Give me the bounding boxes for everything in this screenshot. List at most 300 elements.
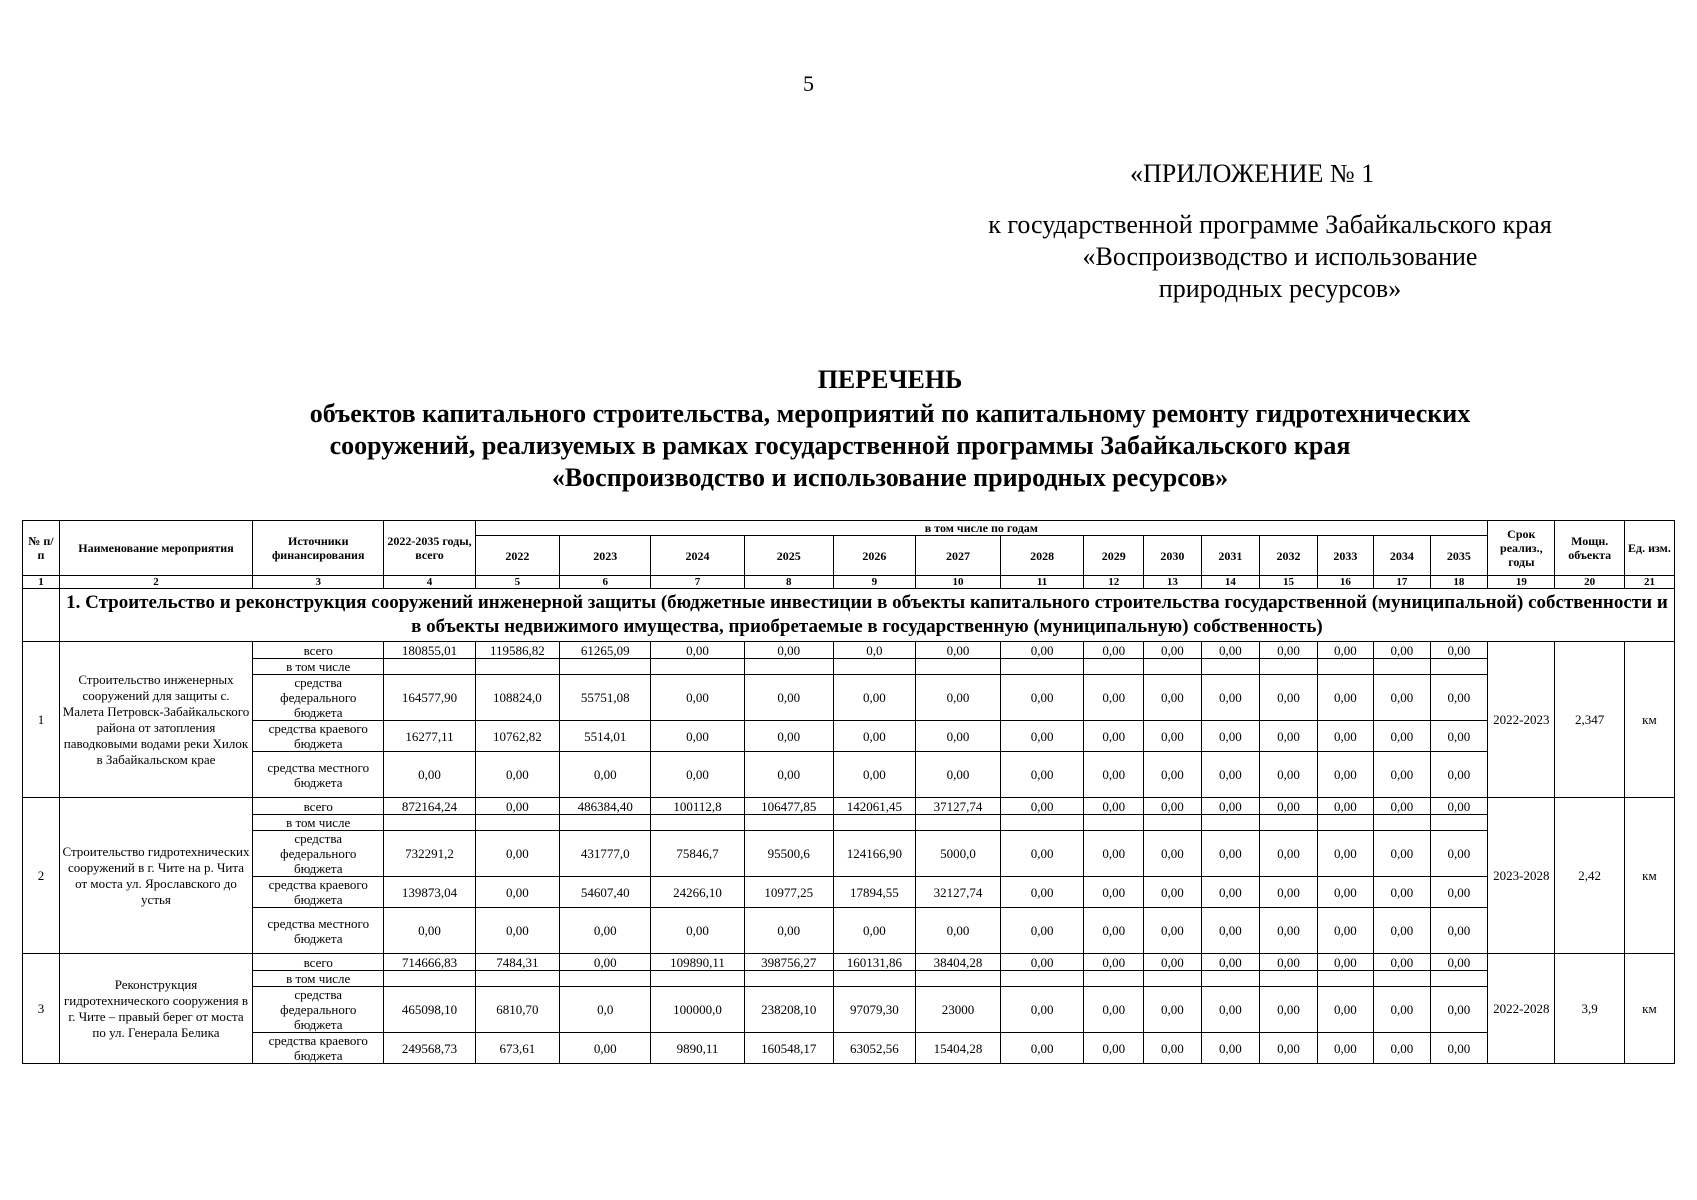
year-value: 0,00 [1374, 1033, 1430, 1064]
year-value: 0,00 [1317, 752, 1373, 798]
year-value: 0,00 [1430, 642, 1488, 659]
project-unit: км [1624, 642, 1674, 798]
year-value: 0,00 [1000, 877, 1084, 908]
year-value: 0,00 [651, 675, 744, 721]
funding-source: в том числе [253, 971, 384, 987]
year-value [1260, 659, 1318, 675]
year-value: 61265,09 [560, 642, 651, 659]
total-value: 0,00 [384, 752, 475, 798]
project-name: Строительство инженерных сооружений для защиты с. Малета Петровск-Забайкальского района от затопления паводковыми водами реки Хилок в Забайкальском крае [59, 642, 252, 798]
table-row [23, 877, 1675, 908]
column-number: 12 [1084, 576, 1144, 589]
year-value: 0,00 [475, 877, 560, 908]
year-value [1430, 971, 1488, 987]
year-value: 0,00 [1374, 721, 1430, 752]
year-value [475, 971, 560, 987]
year-value [560, 659, 651, 675]
year-value: 0,00 [1260, 675, 1318, 721]
year-value: 10977,25 [744, 877, 833, 908]
year-value: 0,00 [1000, 675, 1084, 721]
year-value: 0,00 [1000, 752, 1084, 798]
column-number: 7 [651, 576, 744, 589]
year-value [651, 815, 744, 831]
year-value [1084, 659, 1144, 675]
year-value: 0,00 [651, 642, 744, 659]
year-value: 0,00 [1000, 831, 1084, 877]
year-value: 0,00 [1317, 831, 1373, 877]
header-year: 2032 [1260, 536, 1318, 576]
year-value: 0,00 [1317, 675, 1373, 721]
section-title: 1. Строительство и реконструкция сооружений инженерной защиты (бюджетные инвестиции в объекты капитального строительства государственной (муниципальной) собственности и в объекты недвижимого имущества, приобретаемые в государственную (муниципальную) собственность) [59, 589, 1674, 642]
year-value: 486384,40 [560, 798, 651, 815]
year-value: 0,00 [560, 954, 651, 971]
year-value: 0,00 [1374, 752, 1430, 798]
document-title-line-1: объектов капитального строительства, мероприятий по капитальному ремонту гидротехнических [309, 399, 1471, 428]
header-year: 2035 [1430, 536, 1488, 576]
year-value: 0,00 [1201, 1033, 1260, 1064]
year-value: 431777,0 [560, 831, 651, 877]
year-value: 0,00 [1000, 954, 1084, 971]
year-value: 0,00 [651, 908, 744, 954]
year-value: 0,00 [833, 721, 915, 752]
total-value: 139873,04 [384, 877, 475, 908]
year-value [1201, 971, 1260, 987]
year-value: 0,00 [744, 675, 833, 721]
year-value [1260, 815, 1318, 831]
year-value [916, 659, 1001, 675]
funding-source: в том числе [253, 659, 384, 675]
project-capacity: 2,42 [1555, 798, 1624, 954]
year-value [560, 815, 651, 831]
appendix-line-3: природных ресурсов» [1158, 274, 1402, 303]
year-value: 142061,45 [833, 798, 915, 815]
year-value: 32127,74 [916, 877, 1001, 908]
column-number: 3 [253, 576, 384, 589]
year-value: 0,00 [916, 908, 1001, 954]
year-value: 0,0 [560, 987, 651, 1033]
column-number: 14 [1201, 576, 1260, 589]
year-value: 0,00 [1260, 752, 1318, 798]
year-value: 5514,01 [560, 721, 651, 752]
project-capacity: 3,9 [1555, 954, 1624, 1064]
year-value: 0,00 [1144, 1033, 1202, 1064]
table-row [23, 752, 1675, 798]
year-value: 0,00 [1260, 908, 1318, 954]
table-row [23, 642, 1675, 659]
year-value [744, 971, 833, 987]
total-value [384, 971, 475, 987]
year-value: 75846,7 [651, 831, 744, 877]
year-value [1201, 659, 1260, 675]
year-value: 24266,10 [651, 877, 744, 908]
column-number: 11 [1000, 576, 1084, 589]
year-value: 0,00 [1374, 987, 1430, 1033]
column-number: 9 [833, 576, 915, 589]
year-value: 38404,28 [916, 954, 1001, 971]
year-value [1000, 659, 1084, 675]
year-value [916, 971, 1001, 987]
year-value: 0,00 [1260, 831, 1318, 877]
year-value [475, 815, 560, 831]
year-value: 0,00 [1144, 831, 1202, 877]
year-value [651, 659, 744, 675]
year-value [833, 971, 915, 987]
header-name: Наименование мероприятия [59, 521, 252, 576]
document-title-line-3: «Воспроизводство и использование природных ресурсов» [551, 463, 1229, 492]
page-number: 5 [803, 71, 814, 96]
funding-source: средства федерального бюджета [253, 831, 384, 877]
year-value: 54607,40 [560, 877, 651, 908]
project-number: 1 [23, 642, 60, 798]
year-value: 109890,11 [651, 954, 744, 971]
year-value: 0,00 [651, 752, 744, 798]
year-value: 0,00 [1084, 798, 1144, 815]
year-value: 0,00 [1144, 642, 1202, 659]
funding-source: всего [253, 954, 384, 971]
year-value: 108824,0 [475, 675, 560, 721]
year-value: 0,00 [1144, 721, 1202, 752]
year-value: 0,00 [1201, 954, 1260, 971]
year-value: 97079,30 [833, 987, 915, 1033]
header-by-years: в том числе по годам [475, 521, 1488, 536]
column-number: 15 [1260, 576, 1318, 589]
year-value: 0,00 [1144, 908, 1202, 954]
year-value [1317, 971, 1373, 987]
column-number: 17 [1374, 576, 1430, 589]
year-value: 0,00 [1084, 877, 1144, 908]
year-value: 673,61 [475, 1033, 560, 1064]
year-value: 0,00 [560, 908, 651, 954]
table-row [23, 721, 1675, 752]
year-value: 0,00 [1201, 675, 1260, 721]
year-value: 0,00 [1144, 675, 1202, 721]
total-value [384, 815, 475, 831]
total-value [384, 659, 475, 675]
year-value: 0,00 [1374, 954, 1430, 971]
funding-source: средства местного бюджета [253, 752, 384, 798]
year-value: 17894,55 [833, 877, 915, 908]
year-value: 0,00 [1000, 987, 1084, 1033]
year-value: 23000 [916, 987, 1001, 1033]
funding-source: всего [253, 642, 384, 659]
header-year: 2025 [744, 536, 833, 576]
year-value [1374, 815, 1430, 831]
year-value: 0,00 [1260, 798, 1318, 815]
project-term: 2022-2028 [1488, 954, 1555, 1064]
year-value: 0,00 [1084, 642, 1144, 659]
year-value: 0,00 [1144, 752, 1202, 798]
year-value: 0,00 [916, 752, 1001, 798]
year-value [1374, 971, 1430, 987]
year-value: 0,00 [1317, 877, 1373, 908]
year-value: 6810,70 [475, 987, 560, 1033]
table-row [23, 798, 1675, 815]
year-value: 0,00 [560, 752, 651, 798]
year-value: 0,0 [833, 642, 915, 659]
year-value [1000, 971, 1084, 987]
year-value: 0,00 [1374, 798, 1430, 815]
column-number: 4 [384, 576, 475, 589]
table-row [23, 908, 1675, 954]
objects-table [22, 520, 1675, 1064]
year-value: 0,00 [1430, 954, 1488, 971]
year-value [1317, 659, 1373, 675]
year-value: 0,00 [1201, 642, 1260, 659]
appendix-title: «ПРИЛОЖЕНИЕ № 1 [1130, 159, 1375, 188]
total-value: 465098,10 [384, 987, 475, 1033]
year-value [1084, 971, 1144, 987]
year-value: 0,00 [1000, 1033, 1084, 1064]
year-value: 0,00 [1201, 752, 1260, 798]
year-value: 0,00 [1000, 642, 1084, 659]
year-value: 0,00 [833, 752, 915, 798]
column-number: 18 [1430, 576, 1488, 589]
year-value: 0,00 [1430, 752, 1488, 798]
year-value: 0,00 [1084, 752, 1144, 798]
table-row [23, 971, 1675, 987]
year-value: 0,00 [1430, 987, 1488, 1033]
total-value: 249568,73 [384, 1033, 475, 1064]
appendix-line-1: к государственной программе Забайкальского края [988, 210, 1552, 239]
year-value: 0,00 [1374, 831, 1430, 877]
table-row [23, 987, 1675, 1033]
year-value [916, 815, 1001, 831]
year-value: 0,00 [916, 642, 1001, 659]
column-number: 19 [1488, 576, 1555, 589]
year-value: 0,00 [1430, 831, 1488, 877]
year-value: 0,00 [1201, 987, 1260, 1033]
year-value: 0,00 [1374, 642, 1430, 659]
year-value [1000, 815, 1084, 831]
project-name: Строительство гидротехнических сооружений в г. Чите на р. Чита от моста ул. Ярославского до устья [59, 798, 252, 954]
year-value: 9890,11 [651, 1033, 744, 1064]
year-value [744, 659, 833, 675]
year-value: 0,00 [475, 908, 560, 954]
year-value: 0,00 [916, 675, 1001, 721]
header-total: 2022-2035 годы, всего [384, 521, 475, 576]
year-value [651, 971, 744, 987]
year-value [1374, 659, 1430, 675]
year-value: 0,00 [1084, 675, 1144, 721]
funding-source: средства краевого бюджета [253, 877, 384, 908]
header-year: 2030 [1144, 536, 1202, 576]
total-value: 0,00 [384, 908, 475, 954]
year-value: 0,00 [1000, 721, 1084, 752]
year-value: 0,00 [1317, 798, 1373, 815]
year-value: 0,00 [1144, 987, 1202, 1033]
year-value: 0,00 [1430, 675, 1488, 721]
year-value: 0,00 [1317, 721, 1373, 752]
year-value: 0,00 [1144, 798, 1202, 815]
year-value: 0,00 [744, 752, 833, 798]
year-value [744, 815, 833, 831]
year-value [1084, 815, 1144, 831]
year-value: 160548,17 [744, 1033, 833, 1064]
funding-source: средства местного бюджета [253, 908, 384, 954]
header-year: 2028 [1000, 536, 1084, 576]
header-year: 2024 [651, 536, 744, 576]
year-value: 0,00 [1201, 798, 1260, 815]
total-value: 714666,83 [384, 954, 475, 971]
table-row [23, 659, 1675, 675]
header-year: 2029 [1084, 536, 1144, 576]
year-value: 124166,90 [833, 831, 915, 877]
column-number: 13 [1144, 576, 1202, 589]
year-value: 0,00 [1430, 1033, 1488, 1064]
document-title-line-2: сооружений, реализуемых в рамках государственной программы Забайкальского края [329, 431, 1351, 460]
funding-source: средства краевого бюджета [253, 721, 384, 752]
project-number: 2 [23, 798, 60, 954]
table-row [23, 831, 1675, 877]
total-value: 16277,11 [384, 721, 475, 752]
year-value: 0,00 [1430, 798, 1488, 815]
column-number: 6 [560, 576, 651, 589]
year-value: 15404,28 [916, 1033, 1001, 1064]
funding-source: средства федерального бюджета [253, 675, 384, 721]
header-capacity: Мощн. объекта [1555, 521, 1624, 576]
project-term: 2023-2028 [1488, 798, 1555, 954]
year-value: 0,00 [475, 752, 560, 798]
project-number: 3 [23, 954, 60, 1064]
year-value: 0,00 [1317, 908, 1373, 954]
year-value: 0,00 [1260, 987, 1318, 1033]
year-value: 0,00 [1000, 908, 1084, 954]
header-year: 2022 [475, 536, 560, 576]
column-number: 10 [916, 576, 1001, 589]
funding-source: средства федерального бюджета [253, 987, 384, 1033]
year-value: 0,00 [833, 675, 915, 721]
total-value: 180855,01 [384, 642, 475, 659]
year-value: 0,00 [1374, 877, 1430, 908]
year-value: 0,00 [1000, 798, 1084, 815]
year-value: 0,00 [1260, 877, 1318, 908]
funding-source: средства краевого бюджета [253, 1033, 384, 1064]
year-value [1144, 659, 1202, 675]
year-value: 95500,6 [744, 831, 833, 877]
year-value: 100000,0 [651, 987, 744, 1033]
column-number: 16 [1317, 576, 1373, 589]
year-value: 55751,08 [560, 675, 651, 721]
table-row [23, 675, 1675, 721]
year-value: 0,00 [744, 908, 833, 954]
column-number: 20 [1555, 576, 1624, 589]
table-row [23, 954, 1675, 971]
year-value: 0,00 [1317, 642, 1373, 659]
header-year: 2023 [560, 536, 651, 576]
year-value: 10762,82 [475, 721, 560, 752]
appendix-line-2: «Воспроизводство и использование [1082, 242, 1478, 271]
total-value: 732291,2 [384, 831, 475, 877]
funding-source: в том числе [253, 815, 384, 831]
year-value: 0,00 [1260, 642, 1318, 659]
year-value: 0,00 [1201, 908, 1260, 954]
project-capacity: 2,347 [1555, 642, 1624, 798]
year-value [1317, 815, 1373, 831]
year-value: 0,00 [1201, 721, 1260, 752]
header-sources: Источники финансирования [253, 521, 384, 576]
year-value: 0,00 [1374, 675, 1430, 721]
year-value: 0,00 [1144, 954, 1202, 971]
total-value: 164577,90 [384, 675, 475, 721]
year-value [1430, 815, 1488, 831]
header-unit: Ед. изм. [1624, 521, 1674, 576]
column-number: 21 [1624, 576, 1674, 589]
year-value: 0,00 [651, 721, 744, 752]
year-value: 0,00 [1084, 1033, 1144, 1064]
year-value: 238208,10 [744, 987, 833, 1033]
year-value: 0,00 [1260, 954, 1318, 971]
year-value: 0,00 [1317, 1033, 1373, 1064]
table-row [23, 815, 1675, 831]
year-value: 0,00 [1084, 987, 1144, 1033]
project-unit: км [1624, 798, 1674, 954]
year-value: 0,00 [1260, 721, 1318, 752]
project-name: Реконструкция гидротехнического сооружения в г. Чите – правый берег от моста по ул. Генерала Белика [59, 954, 252, 1064]
total-value: 872164,24 [384, 798, 475, 815]
year-value [1430, 659, 1488, 675]
year-value: 100112,8 [651, 798, 744, 815]
year-value [1260, 971, 1318, 987]
year-value: 37127,74 [916, 798, 1001, 815]
year-value: 119586,82 [475, 642, 560, 659]
column-number: 5 [475, 576, 560, 589]
header-year: 2027 [916, 536, 1001, 576]
year-value: 0,00 [1374, 908, 1430, 954]
year-value: 5000,0 [916, 831, 1001, 877]
year-value: 0,00 [1084, 908, 1144, 954]
year-value: 0,00 [1084, 721, 1144, 752]
project-term: 2022-2023 [1488, 642, 1555, 798]
year-value: 0,00 [1084, 954, 1144, 971]
header-year: 2026 [833, 536, 915, 576]
header-term: Срок реализ., годы [1488, 521, 1555, 576]
header-year: 2031 [1201, 536, 1260, 576]
column-number: 8 [744, 576, 833, 589]
year-value [475, 659, 560, 675]
year-value: 398756,27 [744, 954, 833, 971]
year-value: 0,00 [1260, 1033, 1318, 1064]
year-value [1201, 815, 1260, 831]
header-num: № п/п [23, 521, 60, 576]
document-heading: ПЕРЕЧЕНЬ [817, 365, 963, 394]
year-value: 0,00 [1201, 877, 1260, 908]
year-value: 160131,86 [833, 954, 915, 971]
table-row [23, 1033, 1675, 1064]
year-value: 0,00 [1430, 908, 1488, 954]
year-value: 7484,31 [475, 954, 560, 971]
year-value [1144, 815, 1202, 831]
year-value [833, 815, 915, 831]
year-value: 106477,85 [744, 798, 833, 815]
header-year: 2034 [1374, 536, 1430, 576]
year-value: 0,00 [1084, 831, 1144, 877]
year-value [833, 659, 915, 675]
project-unit: км [1624, 954, 1674, 1064]
year-value: 0,00 [1317, 987, 1373, 1033]
year-value: 0,00 [475, 831, 560, 877]
year-value: 0,00 [744, 642, 833, 659]
year-value: 0,00 [1430, 721, 1488, 752]
header-year: 2033 [1317, 536, 1373, 576]
year-value: 0,00 [1430, 877, 1488, 908]
year-value [1144, 971, 1202, 987]
year-value: 0,00 [744, 721, 833, 752]
year-value: 0,00 [833, 908, 915, 954]
year-value: 0,00 [1317, 954, 1373, 971]
year-value: 0,00 [916, 721, 1001, 752]
column-number: 1 [23, 576, 60, 589]
year-value: 0,00 [1144, 877, 1202, 908]
